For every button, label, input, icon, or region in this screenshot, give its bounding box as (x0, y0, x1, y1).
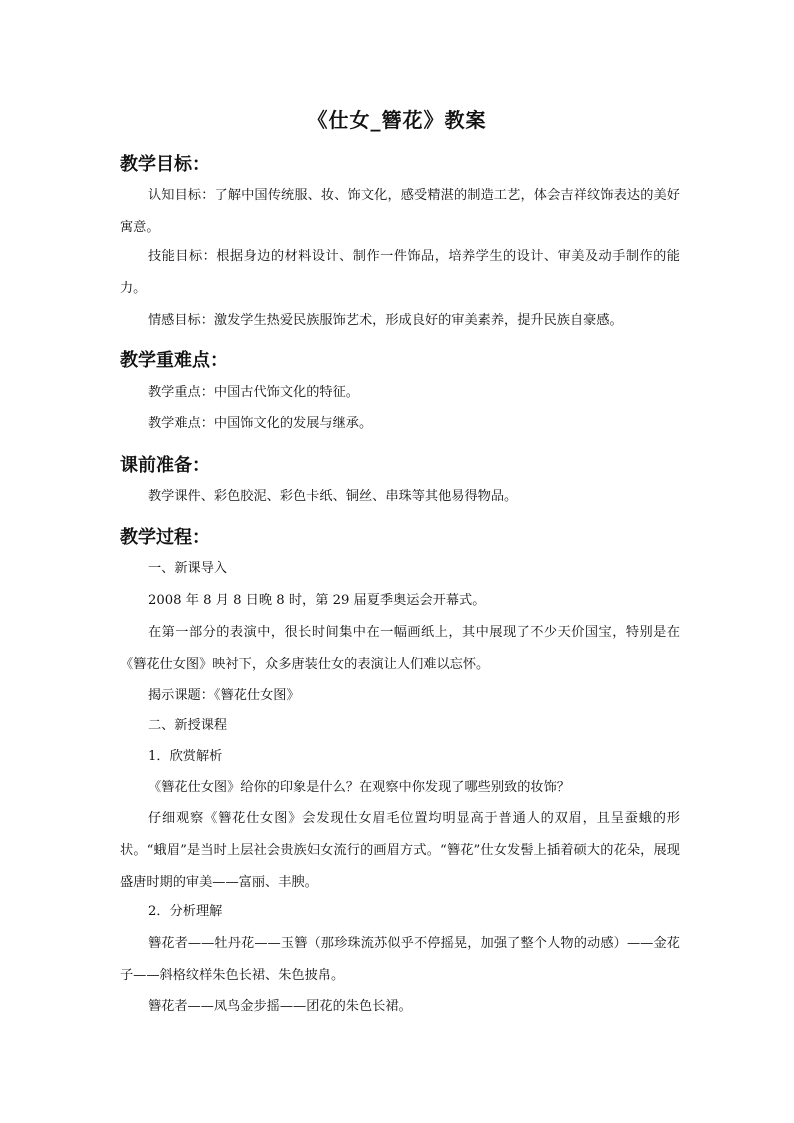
document-title: 《仕女_簪花》教案 (307, 108, 487, 132)
process-topic: 揭示课题：《簪花仕女图》 (148, 688, 300, 703)
process-performance: 在第一部分的表演中，很长时间集中在一幅画纸上，其中展现了不少天价国宝，特别是在《簪花仕女图》映衬下，众多唐装仕女的表演让人们难以忘怀。 (120, 625, 680, 672)
process-date: 2008 年 8 月 8 日晚 8 时，第 29 届夏季奥运会开幕式。 (148, 593, 486, 608)
process-analysis-one: 簪花者——牡丹花——玉簪（那珍珠流苏似乎不停摇晃，加强了整个人物的动感）——金花子——斜格纹样朱色长裙、朱色披帛。 (120, 936, 680, 983)
heading-key-points: 教学重难点： (120, 350, 228, 371)
key-point-difficulty: 教学难点：中国饰文化的发展与继承。 (148, 416, 373, 431)
process-appreciation-title: 1．欣赏解析 (148, 749, 223, 764)
objective-skill: 技能目标：根据身边的材料设计、制作一件饰品，培养学生的设计、审美及动手制作的能力。 (120, 249, 680, 296)
process-question: 《簪花仕女图》给你的印象是什么？在观察中你发现了哪些别致的妆饰？ (148, 780, 570, 795)
process-analysis-two: 簪花者——凤鸟金步摇——团花的朱色长裙。 (148, 999, 412, 1014)
key-point-focus: 教学重点：中国古代饰文化的特征。 (148, 385, 359, 400)
preparation-text: 教学课件、彩色胶泥、彩色卡纸、铜丝、串珠等其他易得物品。 (148, 489, 518, 504)
process-new-course-title: 二、新授课程 (148, 718, 228, 733)
objective-emotion: 情感目标：激发学生热爱民族服饰艺术，形成良好的审美素养，提升民族自豪感。 (148, 313, 623, 328)
objective-cognitive: 认知目标：了解中国传统服、妆、饰文化，感受精湛的制造工艺，体会吉祥纹饰表达的美好寓意。 (120, 188, 680, 235)
process-analysis-title: 2．分析理解 (148, 904, 223, 919)
heading-objectives: 教学目标： (120, 154, 210, 175)
heading-preparation: 课前准备： (120, 455, 210, 476)
heading-process: 教学过程： (120, 527, 210, 548)
process-intro-title: 一、新课导入 (148, 561, 228, 576)
process-observation: 仔细观察《簪花仕女图》会发现仕女眉毛位置均明显高于普通人的双眉，且呈蚕蛾的形状。“蛾眉”是当时上层社会贵族妇女流行的画眉方式。“簪花”仕女发髻上插着硕大的花朵，展现盛唐时期的审美——富丽、丰腴。 (120, 811, 680, 890)
